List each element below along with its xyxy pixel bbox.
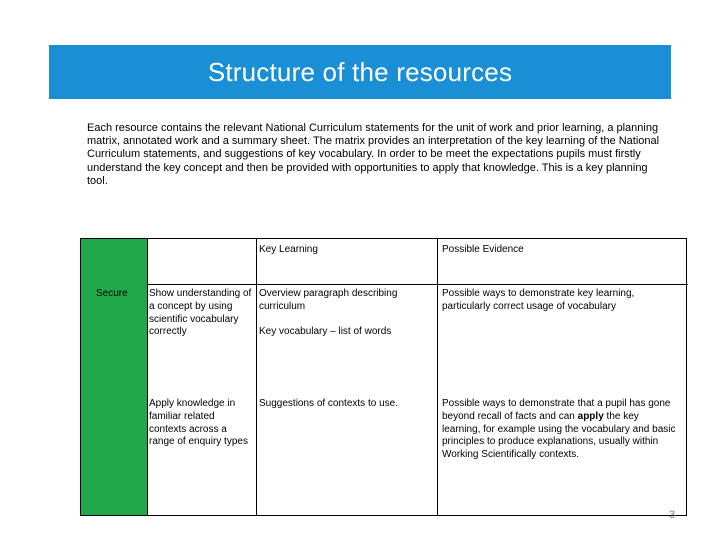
header-possible-evidence: Possible Evidence: [442, 244, 524, 255]
header-divider: [147, 284, 688, 285]
row-1-evidence: Possible ways to demonstrate key learning, particularly correct usage of vocabulary: [442, 288, 635, 312]
row-2-evidence-part-2: the key learning, for example using the vocabulary and basic principles to produce explanations, usually within Working Scientifically contexts.: [442, 410, 676, 461]
row-2-focus: Apply knowledge in familiar related contexts across a range of enquiry types: [149, 398, 248, 448]
row-2-evidence: [442, 398, 678, 462]
intro-paragraph: Each resource contains the relevant National Curriculum statements for the unit of work and prior learning, a planning matrix, annotated work and a summary sheet. The matrix provides an interpretation of the key learning of the National Curriculum statements, and suggestions of key vocabulary. In order to be meet the expectations pupils must firstly understand the key concept and then be provided with opportunities to apply that knowledge. This is a key planning tool.: [87, 122, 660, 187]
row-2-evidence-part-1: Possible ways to demonstrate that a pupil has gone beyond recall of facts and can: [442, 398, 671, 422]
planning-matrix-table: [80, 238, 687, 516]
secure-level-column: [81, 239, 147, 515]
level-label: Secure: [96, 288, 128, 299]
page-number: 3: [669, 509, 676, 521]
slide-title: Structure of the resources: [207, 56, 513, 87]
row-2-evidence-bold: apply: [577, 410, 604, 422]
title-banner: [49, 45, 671, 99]
row-1-focus: Show understanding of a concept by using scientific vocabulary correctly: [149, 288, 252, 338]
row-1-key-learning-overview: Overview paragraph describing curriculum: [259, 288, 398, 312]
column-divider: [437, 239, 438, 515]
column-divider: [147, 239, 148, 515]
row-1-key-learning-vocab: Key vocabulary – list of words: [259, 326, 392, 337]
column-divider: [256, 239, 257, 515]
header-key-learning: Key Learning: [259, 244, 318, 255]
row-2-key-learning: Suggestions of contexts to use.: [259, 398, 398, 409]
